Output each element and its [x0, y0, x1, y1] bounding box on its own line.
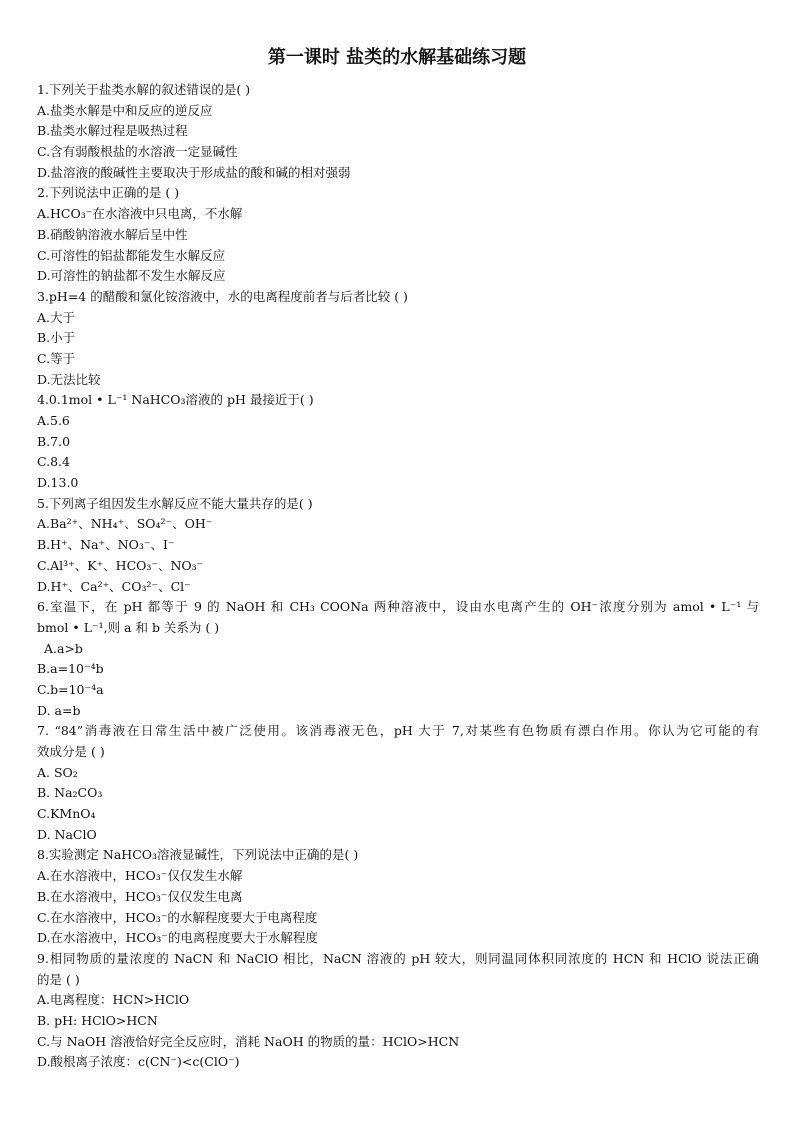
- q8-option-b: B.在水溶液中，HCO₃⁻仅仅发生电离: [37, 888, 243, 904]
- q7-option-c: C.KMnO₄: [37, 806, 96, 822]
- question-list: [37, 80, 759, 1073]
- q2-option-d: D.可溶性的钠盐都不发生水解反应: [37, 268, 226, 284]
- q4-option-c: C.8.4: [37, 454, 70, 470]
- q6-stem-line-2: bmol • L⁻¹,则 a 和 b 关系为 ( ): [37, 619, 220, 635]
- q6-option-d: D. a=b: [37, 702, 81, 718]
- q9-stem-line-2: 的是 ( ): [37, 971, 80, 987]
- q8-option-c: C.在水溶液中，HCO₃⁻的水解程度要大于电离程度: [37, 909, 318, 925]
- q9-option-a: A.电离程度：HCN>HClO: [37, 992, 190, 1008]
- q6-option-c: C.b=10⁻⁴a: [37, 681, 104, 697]
- q5-option-d: D.H⁺、Ca²⁺、CO₃²⁻、Cl⁻: [37, 578, 191, 594]
- page-title: 第一课时 盐类的水解基础练习题: [267, 47, 527, 68]
- q2-option-a: A.HCO₃⁻在水溶液中只电离，不水解: [37, 206, 243, 222]
- q9-stem-line-1: 9.相同物质的量浓度的 NaCN 和 NaClO 相比，NaCN 溶液的 pH 较大，则同温同体积同浓度的 HCN 和 HClO 说法正确: [37, 950, 759, 966]
- q6-option-b: B.a=10⁻⁴b: [37, 661, 104, 677]
- q2-stem: 2.下列说法中正确的是 ( ): [37, 185, 180, 201]
- q4-stem: 4.0.1mol • L⁻¹ NaHCO₃溶液的 pH 最接近于( ): [37, 392, 314, 408]
- q8-option-a: A.在水溶液中，HCO₃⁻仅仅发生水解: [37, 868, 243, 884]
- q1-option-d: D.盐溶液的酸碱性主要取决于形成盐的酸和碱的相对强弱: [37, 164, 351, 180]
- q5-option-c: C.Al³⁺、K⁺、HCO₃⁻、NO₃⁻: [37, 557, 204, 573]
- q1-option-c: C.含有弱酸根盐的水溶液一定显碱性: [37, 144, 238, 160]
- q6-stem-line-1: 6.室温下，在 pH 都等于 9 的 NaOH 和 CH₃ COONa 两种溶液中，设由水电离产生的 OH⁻浓度分别为 amol • L⁻¹ 与: [37, 599, 759, 615]
- q7-stem-line-2: 效成分是 ( ): [37, 744, 105, 759]
- q6-option-a: A.a>b: [44, 640, 83, 656]
- q5-option-b: B.H⁺、Na⁺、NO₃⁻、I⁻: [37, 537, 175, 553]
- q7-option-b: B. Na₂CO₃: [37, 785, 103, 801]
- q9-option-c: C.与 NaOH 溶液恰好完全反应时，消耗 NaOH 的物质的量：HClO>HCN: [37, 1033, 460, 1049]
- q4-option-b: B.7.0: [37, 433, 71, 449]
- q7-stem-line-1: 7. “84”消毒液在日常生活中被广泛使用。该消毒液无色，pH 大于 7,对某些有色物质有漂白作用。你认为它可能的有: [37, 723, 759, 739]
- q4-option-d: D.13.0: [37, 475, 79, 491]
- q3-option-a: A.大于: [37, 309, 76, 325]
- q8-stem: 8.实验测定 NaHCO₃溶液显碱性，下列说法中正确的是( ): [37, 847, 359, 863]
- q1-option-b: B.盐类水解过程是吸热过程: [37, 123, 188, 139]
- q3-option-b: B.小于: [37, 330, 76, 346]
- q5-option-a: A.Ba²⁺、NH₄⁺、SO₄²⁻、OH⁻: [37, 516, 213, 532]
- q3-option-d: D.无法比较: [37, 371, 101, 387]
- q3-option-c: C.等于: [37, 350, 76, 366]
- q9-option-d: D.酸根离子浓度：c(CN⁻)<c(ClO⁻): [37, 1054, 240, 1070]
- q2-option-c: C.可溶性的铝盐都能发生水解反应: [37, 247, 226, 263]
- q2-option-b: B.硝酸钠溶液水解后呈中性: [37, 226, 188, 242]
- q8-option-d: D.在水溶液中，HCO₃⁻的电离程度要大于水解程度: [37, 930, 318, 946]
- q9-option-b: B. pH: HClO>HCN: [37, 1012, 158, 1028]
- q3-stem: 3.pH=4 的醋酸和氯化铵溶液中，水的电离程度前者与后者比较 ( ): [37, 288, 408, 304]
- q1-option-a: A.盐类水解是中和反应的逆反应: [37, 102, 213, 118]
- q7-option-d: D. NaClO: [37, 826, 97, 842]
- q1-stem: 1.下列关于盐类水解的叙述错误的是( ): [37, 82, 251, 97]
- q7-option-a: A. SO₂: [37, 764, 78, 780]
- q4-option-a: A.5.6: [37, 413, 70, 428]
- q5-stem: 5.下列离子组因发生水解反应不能大量共存的是( ): [37, 495, 313, 511]
